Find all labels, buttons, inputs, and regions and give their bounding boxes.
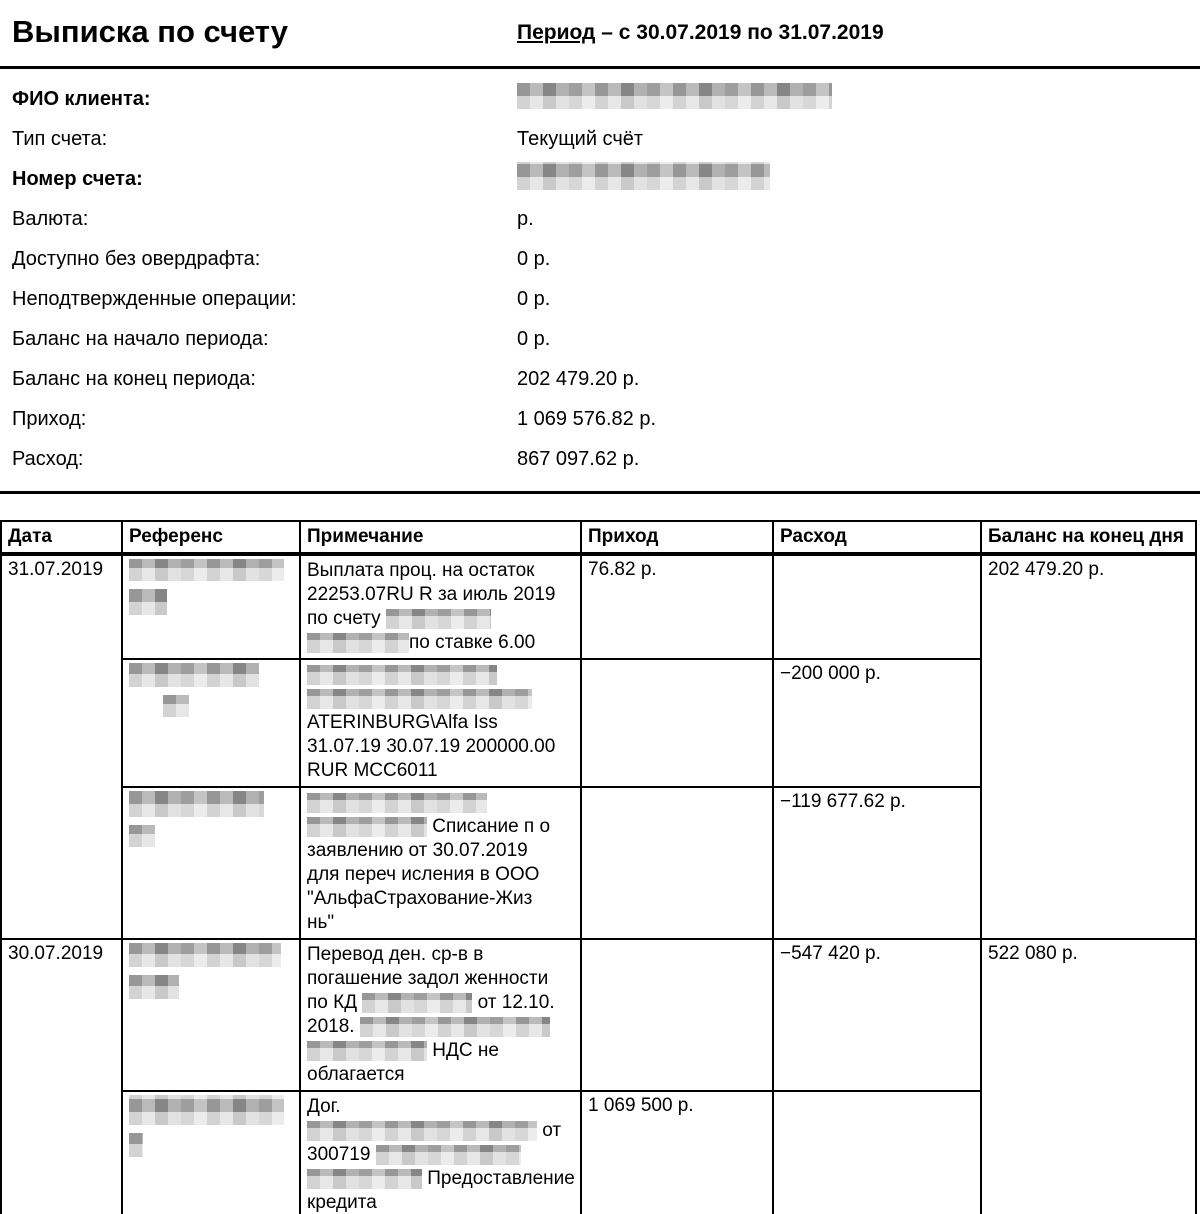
table-header-row xyxy=(1,521,1196,554)
col-header-reference: Референс xyxy=(122,521,300,554)
note-line: Дог. xyxy=(307,1096,341,1117)
redacted-reference xyxy=(129,1095,293,1157)
balance-cell: 202 479.20 р. xyxy=(981,554,1196,939)
note-text: 300719 xyxy=(307,1144,376,1165)
note-line: 22253.07RU R за июль 2019 xyxy=(307,584,556,605)
info-row xyxy=(12,239,1200,279)
redacted-text xyxy=(307,1041,427,1061)
col-header-balance: Баланс на конец дня xyxy=(981,521,1196,554)
note-text: по ставке 6.00 xyxy=(409,632,536,653)
col-header-credit: Приход xyxy=(581,521,773,554)
info-row xyxy=(12,319,1200,359)
reference-cell xyxy=(122,787,300,939)
info-value: 202 479.20 р. xyxy=(517,367,640,390)
credit-cell xyxy=(581,787,773,939)
note-line xyxy=(307,1015,574,1039)
note-line: ATERINBURG\Alfa Iss xyxy=(307,712,498,733)
page-title: Выписка по счету xyxy=(12,14,288,49)
note-line xyxy=(307,1039,574,1063)
document-header xyxy=(0,0,1200,66)
note-line xyxy=(307,663,574,687)
reference-cell xyxy=(122,1091,300,1214)
info-value: 0 р. xyxy=(517,327,551,350)
note-cell xyxy=(300,659,581,787)
info-row xyxy=(12,279,1200,319)
redacted-reference xyxy=(129,663,293,717)
info-label: Валюта: xyxy=(12,207,89,230)
debit-cell xyxy=(773,554,981,659)
info-label: Расход: xyxy=(12,447,84,470)
credit-cell: 1 069 500 р. xyxy=(581,1091,773,1214)
note-cell xyxy=(300,1091,581,1214)
note-line xyxy=(307,791,574,815)
note-line xyxy=(307,607,574,631)
credit-cell xyxy=(581,659,773,787)
note-line: нь" xyxy=(307,912,335,933)
info-row xyxy=(12,119,1200,159)
note-line: "АльфаСтрахование-Жиз xyxy=(307,888,533,909)
info-label: Неподтвержденные операции: xyxy=(12,287,297,310)
transactions-table xyxy=(0,520,1197,1214)
redacted-account-number xyxy=(517,162,770,190)
col-header-date: Дата xyxy=(1,521,122,554)
note-line xyxy=(307,1143,574,1167)
col-header-note: Примечание xyxy=(300,521,581,554)
info-value: 0 р. xyxy=(517,287,551,310)
info-value: 1 069 576.82 р. xyxy=(517,407,657,430)
date-cell: 30.07.2019 xyxy=(1,939,122,1214)
redacted-text xyxy=(307,665,497,685)
info-label: Доступно без овердрафта: xyxy=(12,247,261,270)
note-text: Предоставление xyxy=(422,1168,575,1189)
info-row xyxy=(12,199,1200,239)
balance-cell: 522 080 р. xyxy=(981,939,1196,1214)
note-line: 31.07.19 30.07.19 200000.00 xyxy=(307,736,556,757)
debit-cell: −200 000 р. xyxy=(773,659,981,787)
debit-cell xyxy=(773,1091,981,1214)
reference-cell xyxy=(122,939,300,1091)
note-line xyxy=(307,631,574,655)
table-row xyxy=(1,554,1196,659)
redacted-reference xyxy=(129,791,293,847)
period-range: – с 30.07.2019 по 31.07.2019 xyxy=(595,21,884,44)
info-row xyxy=(12,359,1200,399)
debit-cell: −119 677.62 р. xyxy=(773,787,981,939)
note-text: Списание п о xyxy=(427,816,551,837)
info-value: 867 097.62 р. xyxy=(517,447,640,470)
info-value xyxy=(517,162,770,196)
note-line: RUR MCC6011 xyxy=(307,760,438,781)
note-line: для переч исления в ООО xyxy=(307,864,540,885)
reference-cell xyxy=(122,659,300,787)
reference-cell xyxy=(122,554,300,659)
note-text: от xyxy=(537,1120,562,1141)
note-text: 2018. xyxy=(307,1016,360,1037)
info-value xyxy=(517,83,832,115)
note-line: Выплата проц. на остаток xyxy=(307,560,535,581)
redacted-text xyxy=(307,1169,422,1189)
debit-cell: −547 420 р. xyxy=(773,939,981,1091)
info-label: Баланс на начало периода: xyxy=(12,327,269,350)
period-label: Период xyxy=(517,21,596,44)
info-value: 0 р. xyxy=(517,247,551,270)
redacted-text xyxy=(307,793,487,813)
note-line: погашение задол женности xyxy=(307,968,549,989)
credit-cell xyxy=(581,939,773,1091)
note-line xyxy=(307,1119,574,1143)
redacted-text xyxy=(307,689,532,709)
account-info-section xyxy=(0,69,1200,491)
note-line: Перевод ден. ср-в в xyxy=(307,944,484,965)
info-value: Текущий счёт xyxy=(517,127,644,150)
note-text: по КД xyxy=(307,992,363,1013)
note-line xyxy=(307,815,574,839)
redacted-client-name xyxy=(517,83,832,109)
info-row xyxy=(12,399,1200,439)
note-cell xyxy=(300,787,581,939)
info-row xyxy=(12,79,1200,119)
redacted-reference xyxy=(129,559,293,615)
redacted-text xyxy=(386,609,491,629)
info-label: Баланс на конец периода: xyxy=(12,367,256,390)
redacted-text xyxy=(360,1017,550,1037)
col-header-debit: Расход xyxy=(773,521,981,554)
redacted-text xyxy=(307,817,427,837)
note-cell xyxy=(300,939,581,1091)
note-line: заявлению от 30.07.2019 xyxy=(307,840,528,861)
redacted-text xyxy=(362,993,472,1013)
credit-cell: 76.82 р. xyxy=(581,554,773,659)
note-cell xyxy=(300,554,581,659)
note-text: по счету xyxy=(307,608,386,629)
table-row xyxy=(1,939,1196,1091)
date-cell: 31.07.2019 xyxy=(1,554,122,939)
note-text: НДС не xyxy=(427,1040,499,1061)
info-label: Приход: xyxy=(12,407,87,430)
redacted-reference xyxy=(129,943,293,999)
info-label: Номер счета: xyxy=(12,167,143,190)
note-line xyxy=(307,1167,574,1191)
redacted-text xyxy=(307,1121,537,1141)
info-label: Тип счета: xyxy=(12,127,108,150)
note-text: от 12.10. xyxy=(472,992,555,1013)
period-text xyxy=(517,14,884,45)
info-row xyxy=(12,159,1200,199)
divider-bottom xyxy=(0,491,1200,494)
note-line xyxy=(307,991,574,1015)
note-line: облагается xyxy=(307,1064,405,1085)
note-line xyxy=(307,687,574,711)
redacted-text xyxy=(307,633,409,653)
note-line: кредита xyxy=(307,1192,377,1213)
info-value: р. xyxy=(517,207,534,230)
redacted-text xyxy=(376,1145,521,1165)
info-label: ФИО клиента: xyxy=(12,87,151,110)
info-row xyxy=(12,439,1200,479)
